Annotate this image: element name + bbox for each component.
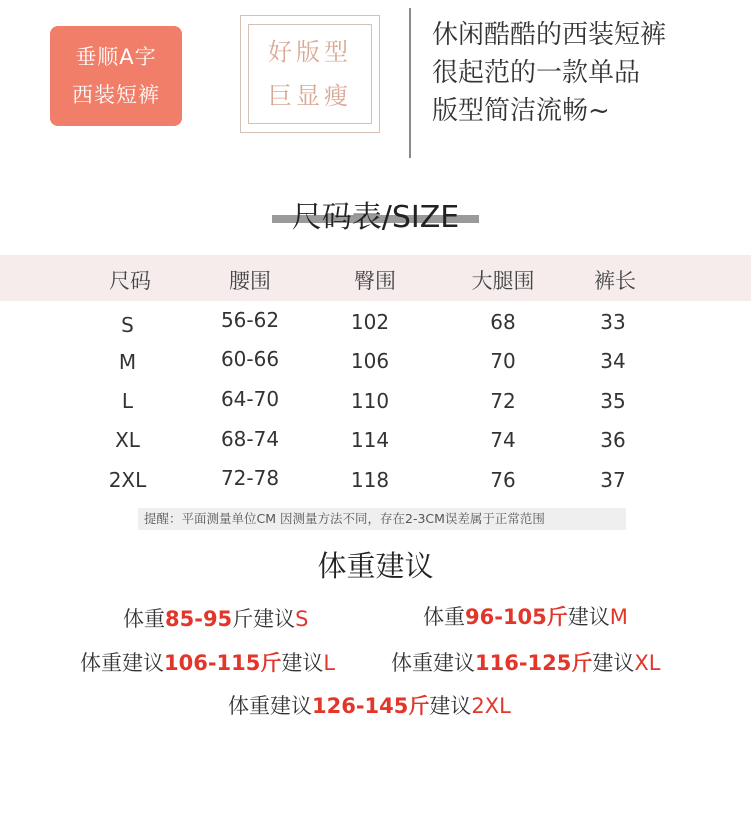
table-cell: 68-74 [220, 427, 280, 451]
table-cell: 2XL [108, 468, 147, 492]
weight-suggestion-m [423, 601, 628, 631]
size-table-title: 尺码表/SIZE [291, 200, 460, 235]
suggestion-prefix: 体重 [423, 605, 465, 629]
suggestion-prefix: 体重建议 [228, 694, 312, 718]
weight-title: 体重建议 [317, 549, 434, 583]
frame-line-2: 巨显瘦 [268, 82, 352, 110]
suggestion-prefix: 体重建议 [80, 651, 164, 675]
weight-suggestion-xl [391, 647, 660, 677]
table-cell: 72-78 [220, 466, 280, 490]
table-cell: 56-62 [220, 308, 280, 332]
table-cell: 114 [350, 428, 390, 452]
table-cell: 72 [490, 389, 516, 413]
table-cell: 64-70 [220, 387, 280, 411]
size-title-block [0, 196, 751, 240]
weight-suggestion-2xl [228, 690, 511, 720]
header-size: 尺码 [109, 269, 151, 293]
suggestion-suffix: 斤建议 [232, 607, 296, 631]
table-cell: 37 [600, 468, 626, 492]
product-badge [50, 26, 182, 126]
weight-range: 106-115斤 [164, 651, 282, 675]
tagline-line-3: 版型简洁流畅~ [432, 96, 610, 126]
tagline [432, 16, 666, 130]
table-cell: 33 [600, 310, 626, 334]
table-cell: 76 [490, 468, 516, 492]
table-cell: 106 [350, 349, 390, 373]
suggestion-suffix: 建议 [567, 605, 610, 629]
table-cell: 34 [600, 349, 626, 373]
feature-frame [248, 24, 372, 124]
suggestion-suffix: 建议 [281, 651, 324, 675]
weight-range: 96-105斤 [465, 605, 568, 629]
header-waist: 腰围 [229, 269, 271, 293]
header-length: 裤长 [594, 269, 636, 293]
table-cell: 118 [350, 468, 390, 492]
suggested-size: M [609, 605, 628, 629]
table-cell: S [121, 313, 134, 337]
table-cell: 110 [350, 389, 390, 413]
table-cell: 70 [490, 349, 516, 373]
suggestion-suffix: 建议 [592, 651, 635, 675]
table-cell: XL [115, 428, 140, 452]
table-cell: 60-66 [220, 347, 280, 371]
suggestion-suffix: 建议 [429, 694, 472, 718]
header-thigh: 大腿围 [471, 269, 535, 293]
table-cell: 36 [600, 428, 626, 452]
weight-range: 116-125斤 [475, 651, 593, 675]
weight-range: 126-145斤 [312, 694, 430, 718]
table-cell: 68 [490, 310, 516, 334]
header-hip: 臀围 [354, 269, 396, 293]
tagline-line-2: 很起范的一款单品 [432, 58, 641, 88]
divider-line [409, 8, 411, 158]
weight-range: 85-95 [165, 607, 233, 631]
suggested-size: S [295, 607, 309, 631]
weight-suggestion-l [80, 647, 335, 677]
table-cell: L [121, 389, 134, 413]
table-cell: 35 [600, 389, 626, 413]
measurement-note: 提醒：平面测量单位CM 因测量方法不同，存在2-3CM误差属于正常范围 [138, 508, 626, 530]
suggested-size: 2XL [471, 694, 511, 718]
badge-line-1: 垂顺A字 [75, 45, 157, 69]
table-cell: 74 [490, 428, 516, 452]
suggested-size: L [323, 651, 336, 675]
badge-line-2: 西装短裤 [72, 83, 160, 107]
suggested-size: XL [634, 651, 661, 675]
suggestion-prefix: 体重 [123, 607, 165, 631]
suggestion-prefix: 体重建议 [391, 651, 475, 675]
table-cell: M [118, 350, 137, 374]
table-cell: 102 [350, 310, 390, 334]
weight-suggestion-s [123, 603, 309, 633]
frame-line-1: 好版型 [268, 38, 352, 66]
tagline-line-1: 休闲酷酷的西装短裤 [432, 20, 667, 50]
